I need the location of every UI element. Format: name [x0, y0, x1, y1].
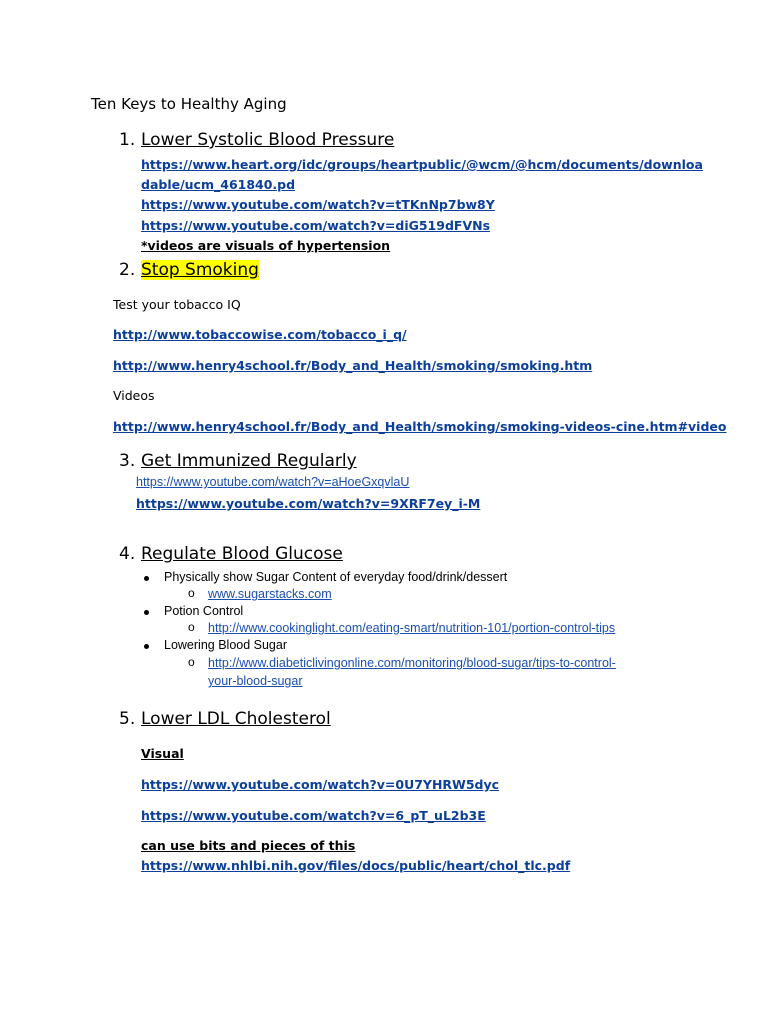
section-5-link-2[interactable]: https://www.youtube.com/watch?v=6_pT_uL2b3E — [141, 808, 486, 823]
section-4-bullet-3: Lowering Blood Sugar — [164, 638, 287, 652]
section-4-link-3-line-1[interactable]: http://www.diabeticlivingonline.com/monitoring/blood-sugar/tips-to-control- — [208, 656, 616, 670]
section-2-number: 2. — [119, 260, 136, 280]
section-4-number: 4. — [119, 544, 136, 564]
sub-bullet-marker-1: o — [188, 586, 195, 600]
section-4-heading — [119, 544, 343, 564]
section-1-note: *videos are visuals of hypertension — [141, 238, 391, 253]
section-1-title: Lower Systolic Blood Pressure — [141, 130, 395, 150]
section-5-heading — [119, 709, 331, 729]
section-4-link-3-line-2[interactable]: your-blood-sugar — [208, 674, 303, 688]
section-4-title: Regulate Blood Glucose — [141, 544, 343, 564]
section-2-link-1[interactable]: http://www.tobaccowise.com/tobacco_i_q/ — [113, 327, 407, 342]
bullet-dot-1 — [144, 576, 149, 581]
bullet-dot-3 — [144, 644, 149, 649]
sub-bullet-marker-2: o — [188, 620, 195, 634]
section-3-heading — [119, 451, 357, 471]
section-2-heading — [119, 260, 259, 280]
document-title: Ten Keys to Healthy Aging — [91, 95, 287, 113]
section-5-note: can use bits and pieces of this — [141, 838, 356, 853]
section-3-number: 3. — [119, 451, 136, 471]
section-4-link-2[interactable]: http://www.cookinglight.com/eating-smart/nutrition-101/portion-control-tips — [208, 621, 616, 635]
section-5-visual-label: Visual — [141, 746, 184, 761]
section-5-link-1[interactable]: https://www.youtube.com/watch?v=0U7YHRW5dyc — [141, 777, 500, 792]
section-1-number: 1. — [119, 130, 136, 150]
section-1-link-1-line-1[interactable]: https://www.heart.org/idc/groups/heartpublic/@wcm/@hcm/documents/downloa — [141, 157, 703, 172]
bullet-dot-2 — [144, 610, 149, 615]
section-1-link-3[interactable]: https://www.youtube.com/watch?v=diG519dFVNs — [141, 218, 491, 233]
section-3-title: Get Immunized Regularly — [141, 451, 357, 471]
section-5-number: 5. — [119, 709, 136, 729]
sub-bullet-marker-3: o — [188, 655, 195, 669]
section-1-link-1-line-2[interactable]: dable/ucm_461840.pd — [141, 177, 296, 192]
section-1-link-2[interactable]: https://www.youtube.com/watch?v=tTKnNp7bw8Y — [141, 197, 495, 212]
section-2-text-2: Videos — [113, 388, 155, 403]
section-2-title: Stop Smoking — [141, 260, 259, 280]
section-5-title: Lower LDL Cholesterol — [141, 709, 331, 729]
section-4-bullet-1: Physically show Sugar Content of everyday food/drink/dessert — [164, 570, 508, 584]
section-2-link-3[interactable]: http://www.henry4school.fr/Body_and_Health/smoking/smoking-videos-cine.htm#video — [113, 419, 727, 434]
section-2-link-2[interactable]: http://www.henry4school.fr/Body_and_Health/smoking/smoking.htm — [113, 358, 593, 373]
section-4-link-1[interactable]: www.sugarstacks.com — [208, 587, 332, 601]
section-2-text-1: Test your tobacco IQ — [113, 297, 241, 312]
section-5-link-3[interactable]: https://www.nhlbi.nih.gov/files/docs/public/heart/chol_tlc.pdf — [141, 858, 571, 873]
section-1-heading — [119, 130, 394, 150]
section-4-bullet-2: Potion Control — [164, 604, 244, 618]
section-3-link-1[interactable]: https://www.youtube.com/watch?v=aHoeGxqvlaU — [136, 475, 410, 489]
section-3-link-2[interactable]: https://www.youtube.com/watch?v=9XRF7ey_i-M — [136, 496, 481, 511]
